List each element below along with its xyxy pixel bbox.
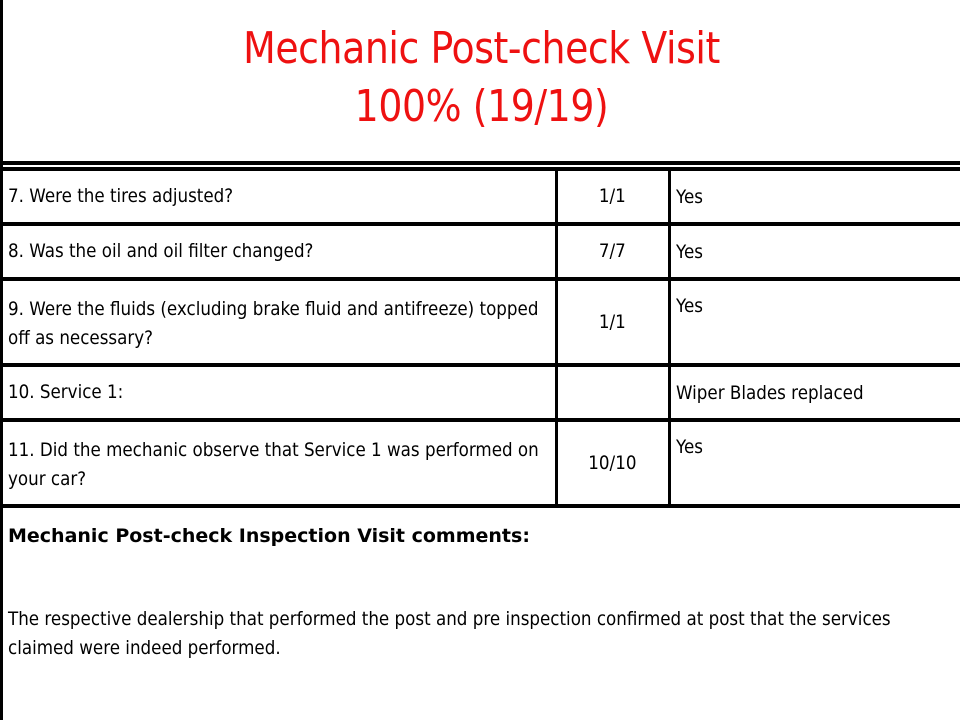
answer-text: Yes [675, 241, 703, 263]
answer-cell [669, 169, 960, 224]
answer-cell [669, 420, 960, 506]
score-text: 7/7 [599, 240, 626, 262]
score-cell [556, 279, 669, 365]
question-cell [3, 420, 556, 506]
score-cell [556, 169, 669, 224]
comments-heading: Mechanic Post-check Inspection Visit comments: [8, 525, 530, 547]
answer-text: Yes [675, 436, 703, 458]
question-text: 8. Was the oil and oil filter changed? [8, 240, 314, 262]
table-row [3, 420, 960, 506]
score-text: 1/1 [599, 310, 626, 333]
answer-text: Yes [675, 186, 703, 208]
answer-text: Yes [675, 295, 703, 317]
checklist-table [3, 167, 960, 508]
answer-text: Wiper Blades replaced [675, 382, 864, 404]
score-text: 10/10 [588, 451, 637, 474]
table-row [3, 279, 960, 365]
table-row [3, 169, 960, 224]
score-cell [556, 224, 669, 279]
answer-cell [669, 279, 960, 365]
report-title: Mechanic Post-check Visit [243, 23, 720, 74]
score-text: 1/1 [599, 185, 626, 207]
question-text: 7. Were the tires adjusted? [8, 185, 234, 207]
question-text: 10. Service 1: [8, 381, 124, 403]
question-cell [3, 279, 556, 365]
table-row [3, 224, 960, 279]
question-cell [3, 169, 556, 224]
comments-body: The respective dealership that performed the post and pre inspection confirmed at post that the services claimed were indeed performed. [8, 608, 891, 659]
question-cell [3, 365, 556, 420]
answer-cell [669, 365, 960, 420]
comments-section [3, 509, 960, 720]
score-cell [556, 420, 669, 506]
table-row [3, 365, 960, 420]
question-text: 9. Were the fluids (excluding brake fluid and antifreeze) topped off as necessary? [8, 298, 539, 349]
question-text: 11. Did the mechanic observe that Service 1 was performed on your car? [8, 439, 539, 490]
report-header [3, 0, 960, 165]
score-cell [556, 365, 669, 420]
question-cell [3, 224, 556, 279]
report-score: 100% (19/19) [354, 81, 609, 132]
answer-cell [669, 224, 960, 279]
